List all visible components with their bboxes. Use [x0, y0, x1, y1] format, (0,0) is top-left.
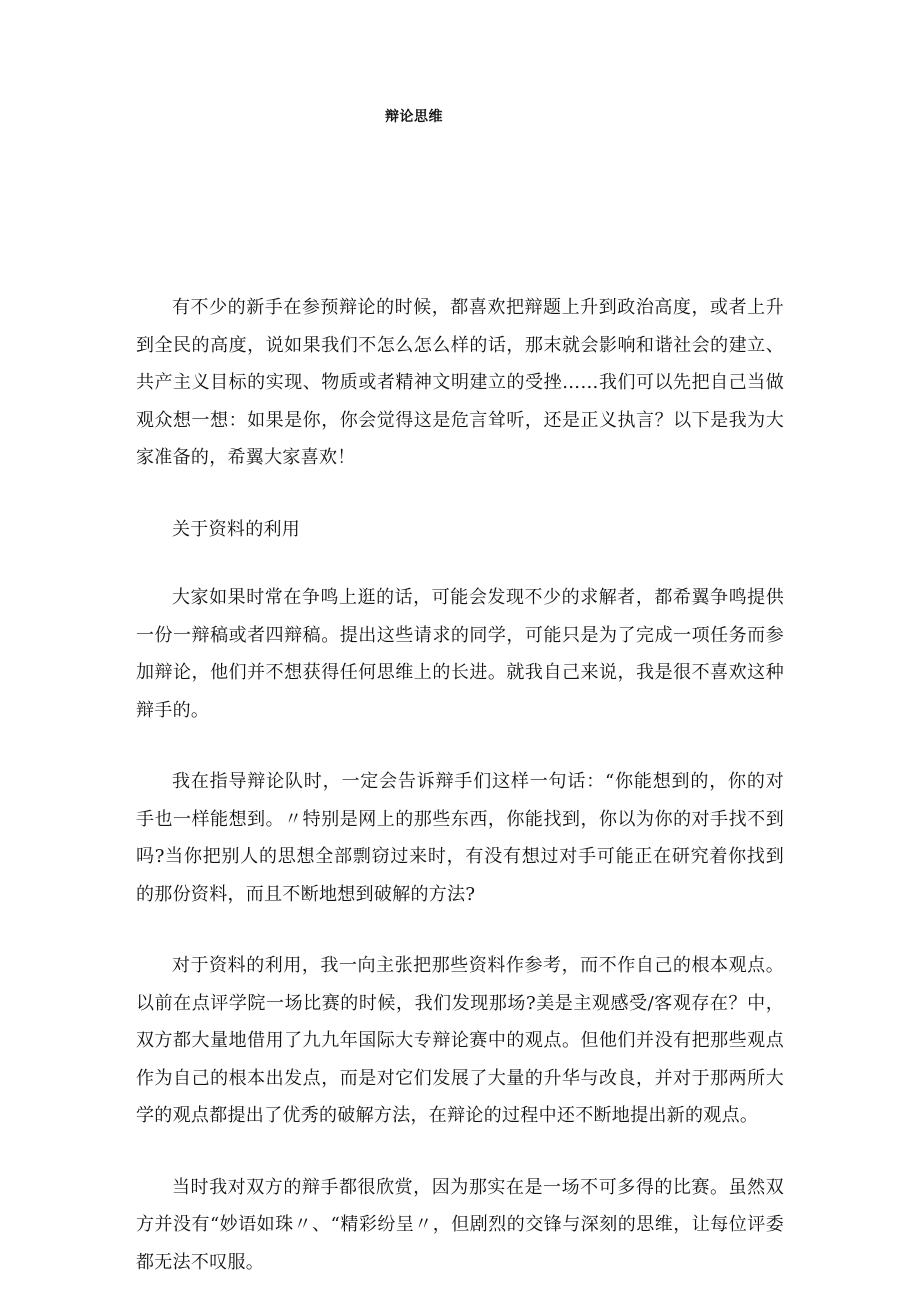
section-heading-resources: 关于资料的利用 — [172, 518, 301, 540]
paragraph-intro: 有不少的新手在参预辩论的时候，都喜欢把辩题上升到政治高度，或者上升到全民的高度，说如果我们不怎么怎么样的话，那末就会影响和谐社会的建立、共产主义目标的实现、物质或者精神文明建立的受挫……我们可以先把自己当做观众想一想：如果是你，你会觉得这是危言耸听，还是正义执言？以下是我为大家准备的，希翼大家喜欢！ — [136, 297, 784, 468]
paragraph-appreciation: 当时我对双方的辩手都很欣赏，因为那实在是一场不可多得的比赛。虽然双方并没有“妙语如珠〃、“精彩纷呈〃，但剧烈的交锋与深刻的思维，让每位评委都无法不叹服。 — [136, 1176, 784, 1273]
paragraph-resource-usage: 对于资料的利用，我一向主张把那些资料作参考，而不作自己的根本观点。以前在点评学院一场比赛的时候，我们发现那场?美是主观感受/客观存在？中，双方都大量地借用了九九年国际大专辩论赛中的观点。但他们并没有把那些观点作为自己的根本出发点，而是对它们发展了大量的升华与改良，并对于那两所大学的观点都提出了优秀的破解方法，在辩论的过程中还不断地提出新的观点。 — [136, 955, 784, 1126]
paragraph-coaching: 我在指导辩论队时，一定会告诉辩手们这样一句话：“你能想到的，你的对手也一样能想到。〃特别是网上的那些东西，你能找到，你以为你的对手找不到吗?当你把别人的思想全部剽窃过来时，有没有想过对手可能正在研究着你找到的那份资料，而且不断地想到破解的方法? — [136, 771, 784, 905]
paragraph-requests: 大家如果时常在争鸣上逛的话，可能会发现不少的求解者，都希翼争鸣提供一份一辩稿或者四辩稿。提出这些请求的同学，可能只是为了完成一项任务而参加辩论，他们并不想获得任何思维上的长进。就我自己来说，我是很不喜欢这种辩手的。 — [136, 587, 784, 721]
document-body — [136, 289, 784, 1315]
document-title: 辩论思维 — [385, 109, 443, 125]
